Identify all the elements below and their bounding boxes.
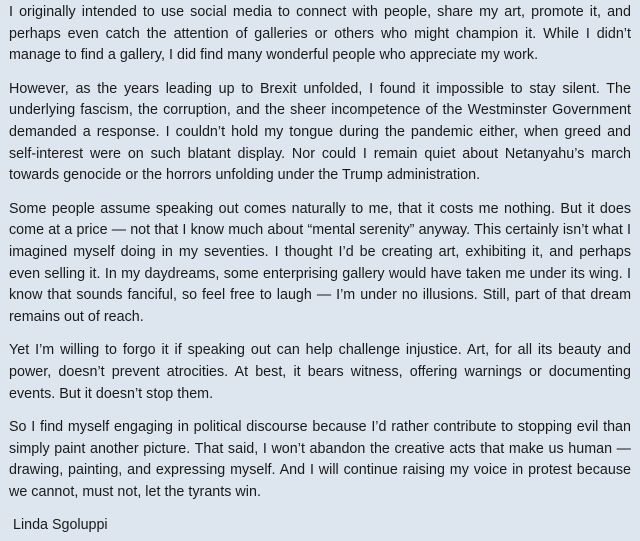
author-signature: Linda Sgoluppi — [13, 517, 108, 534]
paragraph-brexit: However, as the years leading up to Brexit unfolded, I found it impossible to stay silent. The underlying fascism, the corruption, and the sheer incompetence of the Westminster Government demanded a response. I couldn’t hold my tongue during the pandemic either, when greed and self-interest were on such blatant display. Nor could I remain quiet about Netanyahu’s march towards genocide or the horrors unfolding under the Trump administration. — [9, 80, 631, 184]
paragraph-cost: Some people assume speaking out comes naturally to me, that it costs me nothing. But it does come at a price — not that I know much about “mental serenity” anyway. This certainly isn’t what I imagined myself doing in my seventies. I thought I’d be creating art, exhibiting it, and perhaps even selling it. In my daydreams, some enterprising gallery would have taken me under its wing. I know that sounds fanciful, so feel free to laugh — I’m under no illusions. Still, part of that dream remains out of reach. — [9, 200, 631, 325]
paragraph-intro: I originally intended to use social media to connect with people, share my art, promote it, and perhaps even catch the attention of galleries or others who might champion it. While I didn’t manage to find a gallery, I did find many wonderful people who appreciate my work. — [9, 4, 631, 64]
paragraph-conclusion: So I find myself engaging in political discourse because I’d rather contribute to stopping evil than simply paint another picture. That said, I won’t abandon the creative acts that make us human — drawing, painting, and expressing myself. And I will continue raising my voice in protest because we cannot, must not, let the tyrants win. — [9, 419, 631, 500]
paragraph-art-witness: Yet I’m willing to forgo it if speaking out can help challenge injustice. Art, for all its beauty and power, doesn’t prevent atrocities. At best, it bears witness, offering warnings or documenting events. But it doesn’t stop them. — [9, 342, 631, 402]
